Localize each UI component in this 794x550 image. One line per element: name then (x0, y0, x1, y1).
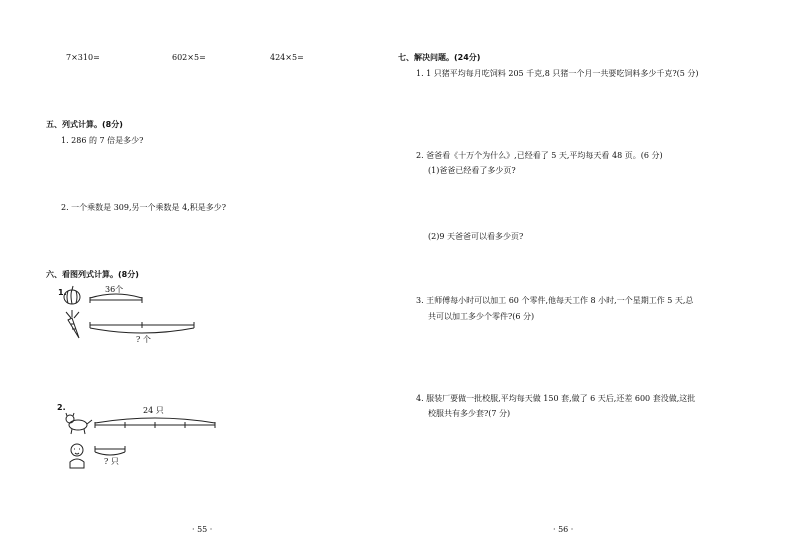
carrot-icon (66, 310, 79, 338)
figure2-bottom-bar (95, 446, 125, 455)
section7-heading: 七、解决问题。(24分) (398, 53, 481, 62)
figure1-bottom-bar (90, 322, 194, 333)
figure2-top-bar (95, 418, 215, 428)
calc-item-3: 424×5= (270, 53, 304, 62)
pumpkin-icon (64, 286, 80, 304)
figure1-bottom-label: ? 个 (136, 335, 151, 344)
animal-icon (66, 413, 92, 434)
page-number-left: · 55 · (192, 525, 213, 534)
section7-question-2-sub-2: (2)9 天爸爸可以看多少页? (428, 232, 524, 241)
section7-question-2: 2. 爸爸看《十万个为什么》,已经看了 5 天,平均每天看 48 页。(6 分) (416, 151, 663, 160)
section7-question-2-sub-1: (1)爸爸已经看了多少页? (428, 166, 516, 175)
figure2-top-label: 24 只 (143, 406, 164, 415)
section7-question-4-line-1: 4. 服装厂要做一批校服,平均每天做 150 套,做了 6 天后,还差 600 套没做,这批 (416, 394, 696, 403)
section5-question-2: 2. 一个乘数是 309,另一个乘数是 4,积是多少? (61, 203, 226, 212)
page-number-right: · 56 · (553, 525, 574, 534)
figure1-top-bar (90, 294, 142, 303)
figure2-bottom-label: ? 只 (104, 457, 119, 466)
section5-heading: 五、列式计算。(8分) (46, 120, 123, 129)
section7-question-1: 1. 1 只猪平均每月吃饲料 205 千克,8 只猪一个月一共要吃饲料多少千克?(5 分) (416, 69, 699, 78)
section7-question-3-line-1: 3. 王师傅每小时可以加工 60 个零件,他每天工作 8 小时,一个星期工作 5 天,总 (416, 296, 694, 305)
calc-item-1: 7×310= (66, 53, 100, 62)
section7-question-4-line-2: 校服共有多少套?(7 分) (428, 409, 511, 418)
section7-question-3-line-2: 共可以加工多少个零件?(6 分) (428, 312, 535, 321)
child-icon (70, 444, 84, 468)
figure2-number: 2. (57, 403, 66, 412)
figure1-number: 1. (58, 288, 67, 297)
section6-heading: 六、看图列式计算。(8分) (46, 270, 139, 279)
figure1-top-label: 36个 (105, 285, 124, 294)
calc-item-2: 602×5= (172, 53, 206, 62)
section5-question-1: 1. 286 的 7 倍是多少? (61, 136, 144, 145)
